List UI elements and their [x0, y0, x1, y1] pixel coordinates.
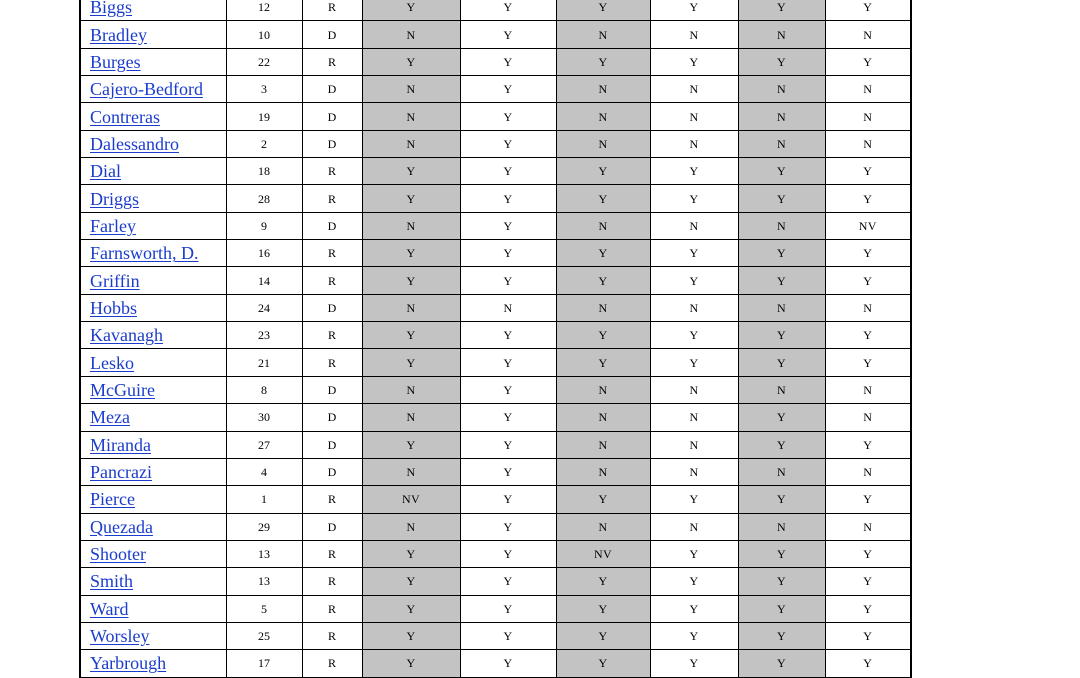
table-row — [80, 21, 911, 48]
district-cell: 21 — [226, 349, 302, 376]
vote-cell: Y — [362, 540, 460, 567]
table-row — [80, 349, 911, 376]
vote-cell: Y — [825, 185, 911, 212]
table-row — [80, 513, 911, 540]
party-cell: D — [302, 76, 362, 103]
legislator-name-cell — [80, 294, 226, 321]
vote-cell: Y — [825, 595, 911, 622]
vote-cell: N — [362, 76, 460, 103]
legislator-name-cell — [80, 568, 226, 595]
vote-cell: N — [556, 294, 650, 321]
district-cell: 22 — [226, 48, 302, 75]
party-cell: D — [302, 21, 362, 48]
vote-cell: N — [825, 76, 911, 103]
vote-cell: Y — [556, 650, 650, 677]
vote-cell: Y — [460, 185, 556, 212]
vote-cell: N — [362, 513, 460, 540]
legislator-name-cell — [80, 267, 226, 294]
party-cell: R — [302, 240, 362, 267]
district-cell: 17 — [226, 650, 302, 677]
district-cell: 2 — [226, 130, 302, 157]
district-cell: 16 — [226, 240, 302, 267]
table-row — [80, 322, 911, 349]
legislator-link[interactable]: Ward — [90, 598, 129, 619]
legislator-name-cell — [80, 130, 226, 157]
vote-cell: N — [738, 458, 825, 485]
vote-cell: Y — [460, 267, 556, 294]
vote-cell: N — [556, 431, 650, 458]
district-cell: 18 — [226, 158, 302, 185]
party-cell: R — [302, 267, 362, 294]
table-row — [80, 76, 911, 103]
district-cell: 29 — [226, 513, 302, 540]
vote-cell: Y — [738, 650, 825, 677]
vote-cell: Y — [460, 513, 556, 540]
vote-cell: N — [738, 376, 825, 403]
vote-cell: N — [738, 513, 825, 540]
vote-cell: Y — [556, 240, 650, 267]
table-row — [80, 294, 911, 321]
district-cell: 10 — [226, 21, 302, 48]
party-cell: R — [302, 349, 362, 376]
vote-cell: Y — [362, 48, 460, 75]
legislator-name-cell — [80, 322, 226, 349]
legislator-name-cell — [80, 48, 226, 75]
vote-cell: Y — [825, 568, 911, 595]
vote-cell: N — [650, 376, 738, 403]
vote-cell: Y — [650, 595, 738, 622]
table-row — [80, 431, 911, 458]
vote-cell: N — [825, 294, 911, 321]
vote-cell: Y — [556, 568, 650, 595]
party-cell: R — [302, 568, 362, 595]
vote-cell: Y — [738, 622, 825, 649]
table-row — [80, 595, 911, 622]
vote-cell: Y — [460, 458, 556, 485]
vote-cell: N — [362, 103, 460, 130]
table-row — [80, 376, 911, 403]
table-row — [80, 540, 911, 567]
legislator-name-cell — [80, 212, 226, 239]
vote-cell: Y — [825, 158, 911, 185]
vote-cell: Y — [362, 431, 460, 458]
vote-cell: Y — [460, 622, 556, 649]
vote-cell: Y — [556, 0, 650, 21]
legislator-name-cell — [80, 21, 226, 48]
vote-cell: Y — [738, 48, 825, 75]
vote-cell: NV — [556, 540, 650, 567]
vote-cell: Y — [650, 349, 738, 376]
table-row — [80, 103, 911, 130]
table-row — [80, 240, 911, 267]
vote-cell: N — [556, 513, 650, 540]
district-cell: 3 — [226, 76, 302, 103]
vote-cell: Y — [825, 0, 911, 21]
legislator-link[interactable]: Worsley — [90, 626, 150, 647]
district-cell: 8 — [226, 376, 302, 403]
district-cell: 13 — [226, 568, 302, 595]
vote-cell: Y — [362, 349, 460, 376]
legislator-link[interactable]: Dial — [90, 161, 121, 182]
vote-cell: Y — [556, 48, 650, 75]
party-cell: D — [302, 376, 362, 403]
legislator-link[interactable]: Pierce — [90, 489, 135, 510]
legislator-link[interactable]: Contreras — [90, 106, 160, 127]
vote-cell: N — [738, 130, 825, 157]
vote-cell: Y — [556, 267, 650, 294]
vote-cell: Y — [556, 349, 650, 376]
party-cell: R — [302, 622, 362, 649]
vote-cell: Y — [460, 486, 556, 513]
vote-cell: Y — [650, 0, 738, 21]
legislator-name-cell — [80, 0, 226, 21]
party-cell: R — [302, 540, 362, 567]
legislator-name-cell — [80, 650, 226, 677]
vote-cell: N — [556, 212, 650, 239]
vote-cell: N — [738, 21, 825, 48]
vote-cell: N — [362, 404, 460, 431]
vote-cell: Y — [556, 622, 650, 649]
vote-cell: N — [650, 431, 738, 458]
vote-cell: Y — [650, 622, 738, 649]
vote-cell: Y — [460, 349, 556, 376]
vote-cell: N — [362, 458, 460, 485]
vote-cell: Y — [738, 404, 825, 431]
vote-cell: N — [738, 76, 825, 103]
vote-cell: N — [650, 103, 738, 130]
vote-cell: Y — [825, 267, 911, 294]
party-cell: R — [302, 158, 362, 185]
legislator-name-cell — [80, 185, 226, 212]
vote-cell: N — [556, 130, 650, 157]
vote-cell: Y — [825, 240, 911, 267]
vote-cell: N — [738, 212, 825, 239]
legislator-link[interactable]: Meza — [90, 407, 130, 428]
legislator-link[interactable]: Quezada — [90, 516, 153, 537]
vote-cell: Y — [556, 158, 650, 185]
vote-cell: Y — [362, 568, 460, 595]
district-cell: 9 — [226, 212, 302, 239]
legislator-link[interactable]: Cajero-Bedford — [90, 79, 203, 100]
legislator-name-cell — [80, 595, 226, 622]
party-cell: D — [302, 431, 362, 458]
legislator-name-cell — [80, 158, 226, 185]
legislator-name-cell — [80, 404, 226, 431]
vote-cell: Y — [460, 595, 556, 622]
legislator-link[interactable]: Kavanagh — [90, 325, 163, 346]
table-row — [80, 267, 911, 294]
vote-cell: N — [650, 130, 738, 157]
vote-cell: N — [556, 103, 650, 130]
district-cell: 4 — [226, 458, 302, 485]
legislator-name-cell — [80, 431, 226, 458]
party-cell: R — [302, 595, 362, 622]
vote-cell: Y — [460, 103, 556, 130]
vote-cell: N — [825, 21, 911, 48]
legislator-link[interactable]: Shooter — [90, 544, 146, 565]
vote-record-table — [79, 0, 912, 678]
vote-cell: Y — [362, 622, 460, 649]
party-cell: R — [302, 185, 362, 212]
district-cell: 27 — [226, 431, 302, 458]
district-cell: 13 — [226, 540, 302, 567]
vote-cell: Y — [650, 267, 738, 294]
vote-cell: Y — [825, 486, 911, 513]
vote-cell: Y — [738, 595, 825, 622]
vote-cell: Y — [738, 267, 825, 294]
vote-cell: N — [738, 103, 825, 130]
vote-cell: Y — [460, 212, 556, 239]
table-row — [80, 486, 911, 513]
table-row — [80, 158, 911, 185]
vote-cell: N — [738, 294, 825, 321]
vote-cell: N — [556, 76, 650, 103]
vote-cell: Y — [362, 185, 460, 212]
party-cell: D — [302, 212, 362, 239]
table-row — [80, 185, 911, 212]
vote-cell: Y — [650, 540, 738, 567]
vote-cell: Y — [362, 158, 460, 185]
vote-cell: N — [650, 458, 738, 485]
district-cell: 28 — [226, 185, 302, 212]
vote-cell: Y — [556, 486, 650, 513]
legislator-name-cell — [80, 622, 226, 649]
vote-cell: N — [650, 21, 738, 48]
vote-cell: Y — [738, 185, 825, 212]
vote-cell: Y — [650, 568, 738, 595]
vote-cell: Y — [460, 76, 556, 103]
legislator-link[interactable]: Smith — [90, 571, 134, 592]
table-row — [80, 212, 911, 239]
vote-cell: N — [556, 458, 650, 485]
vote-cell: N — [362, 130, 460, 157]
party-cell: R — [302, 48, 362, 75]
district-cell: 19 — [226, 103, 302, 130]
legislator-link[interactable]: Farley — [90, 215, 136, 236]
vote-cell: Y — [362, 0, 460, 21]
vote-cell: N — [650, 212, 738, 239]
vote-cell: Y — [362, 240, 460, 267]
vote-cell: N — [362, 21, 460, 48]
vote-cell: NV — [825, 212, 911, 239]
vote-cell: Y — [738, 240, 825, 267]
party-cell: D — [302, 103, 362, 130]
legislator-name-cell — [80, 376, 226, 403]
vote-cell: N — [556, 376, 650, 403]
vote-cell: Y — [825, 48, 911, 75]
vote-cell: Y — [460, 431, 556, 458]
vote-cell: Y — [738, 431, 825, 458]
vote-cell: N — [556, 21, 650, 48]
vote-cell: Y — [738, 0, 825, 21]
vote-cell: Y — [650, 486, 738, 513]
vote-cell: Y — [650, 240, 738, 267]
party-cell: R — [302, 650, 362, 677]
vote-cell: Y — [650, 650, 738, 677]
legislator-link[interactable]: Farnsworth, D. — [90, 243, 199, 264]
vote-cell: Y — [460, 240, 556, 267]
district-cell: 24 — [226, 294, 302, 321]
vote-cell: N — [825, 458, 911, 485]
vote-cell: Y — [460, 0, 556, 21]
table-row — [80, 404, 911, 431]
vote-cell: Y — [825, 322, 911, 349]
table-row — [80, 650, 911, 677]
vote-cell: Y — [460, 130, 556, 157]
vote-cell: Y — [738, 349, 825, 376]
legislator-link[interactable]: Yarbrough — [90, 653, 167, 674]
legislator-name-cell — [80, 240, 226, 267]
table-row — [80, 130, 911, 157]
vote-cell: Y — [738, 322, 825, 349]
vote-cell: Y — [738, 540, 825, 567]
vote-cell: Y — [362, 267, 460, 294]
legislator-name-cell — [80, 540, 226, 567]
vote-cell: Y — [650, 158, 738, 185]
party-cell: D — [302, 458, 362, 485]
vote-cell: N — [650, 513, 738, 540]
vote-cell: Y — [460, 540, 556, 567]
party-cell: R — [302, 322, 362, 349]
vote-cell: N — [650, 76, 738, 103]
legislator-link[interactable]: Miranda — [90, 434, 151, 455]
legislator-link[interactable]: Bradley — [90, 24, 147, 45]
vote-cell: Y — [362, 650, 460, 677]
district-cell: 25 — [226, 622, 302, 649]
vote-cell: Y — [738, 158, 825, 185]
vote-cell: Y — [460, 48, 556, 75]
legislator-link[interactable]: Biggs — [90, 0, 133, 18]
table-row — [80, 622, 911, 649]
legislator-name-cell — [80, 486, 226, 513]
vote-cell: Y — [362, 322, 460, 349]
party-cell: D — [302, 130, 362, 157]
vote-cell: N — [362, 212, 460, 239]
vote-cell: NV — [362, 486, 460, 513]
vote-cell: Y — [460, 322, 556, 349]
legislator-name-cell — [80, 103, 226, 130]
legislator-name-cell — [80, 349, 226, 376]
legislator-link[interactable]: Pancrazi — [90, 462, 152, 483]
party-cell: D — [302, 294, 362, 321]
party-cell: D — [302, 513, 362, 540]
legislator-link[interactable]: Dalessandro — [90, 133, 179, 154]
legislator-name-cell — [80, 458, 226, 485]
vote-cell: Y — [460, 568, 556, 595]
legislator-link[interactable]: Driggs — [90, 188, 139, 209]
vote-cell: Y — [738, 568, 825, 595]
district-cell: 12 — [226, 0, 302, 21]
party-cell: D — [302, 404, 362, 431]
vote-cell: N — [650, 294, 738, 321]
vote-cell: Y — [362, 595, 460, 622]
vote-cell: Y — [556, 322, 650, 349]
vote-cell: Y — [825, 650, 911, 677]
vote-cell: Y — [650, 185, 738, 212]
vote-cell: N — [825, 103, 911, 130]
vote-cell: N — [460, 294, 556, 321]
vote-cell: Y — [460, 158, 556, 185]
vote-cell: Y — [825, 349, 911, 376]
vote-cell: N — [362, 294, 460, 321]
vote-cell: Y — [460, 650, 556, 677]
vote-cell: Y — [650, 322, 738, 349]
table-row — [80, 0, 911, 21]
vote-cell: N — [825, 130, 911, 157]
district-cell: 23 — [226, 322, 302, 349]
district-cell: 30 — [226, 404, 302, 431]
table-row — [80, 458, 911, 485]
district-cell: 1 — [226, 486, 302, 513]
vote-cell: Y — [825, 622, 911, 649]
vote-cell: N — [825, 513, 911, 540]
legislator-link[interactable]: Lesko — [90, 352, 134, 373]
table-row — [80, 568, 911, 595]
legislator-name-cell — [80, 513, 226, 540]
vote-cell: Y — [556, 185, 650, 212]
vote-cell: N — [825, 404, 911, 431]
vote-cell: Y — [738, 486, 825, 513]
vote-cell: Y — [460, 376, 556, 403]
vote-cell: Y — [460, 404, 556, 431]
vote-cell: N — [650, 404, 738, 431]
legislator-name-cell — [80, 76, 226, 103]
party-cell: R — [302, 0, 362, 21]
legislator-link[interactable]: McGuire — [90, 379, 155, 400]
party-cell: R — [302, 486, 362, 513]
vote-cell: Y — [825, 540, 911, 567]
table-row — [80, 48, 911, 75]
vote-cell: N — [362, 376, 460, 403]
vote-cell: Y — [825, 431, 911, 458]
legislator-link[interactable]: Griffin — [90, 270, 140, 291]
legislator-link[interactable]: Hobbs — [90, 297, 138, 318]
vote-cell: N — [825, 376, 911, 403]
vote-cell: Y — [556, 595, 650, 622]
vote-cell: Y — [460, 21, 556, 48]
vote-table-body — [80, 0, 911, 677]
legislator-link[interactable]: Burges — [90, 51, 141, 72]
district-cell: 5 — [226, 595, 302, 622]
vote-cell: Y — [650, 48, 738, 75]
district-cell: 14 — [226, 267, 302, 294]
vote-cell: N — [556, 404, 650, 431]
